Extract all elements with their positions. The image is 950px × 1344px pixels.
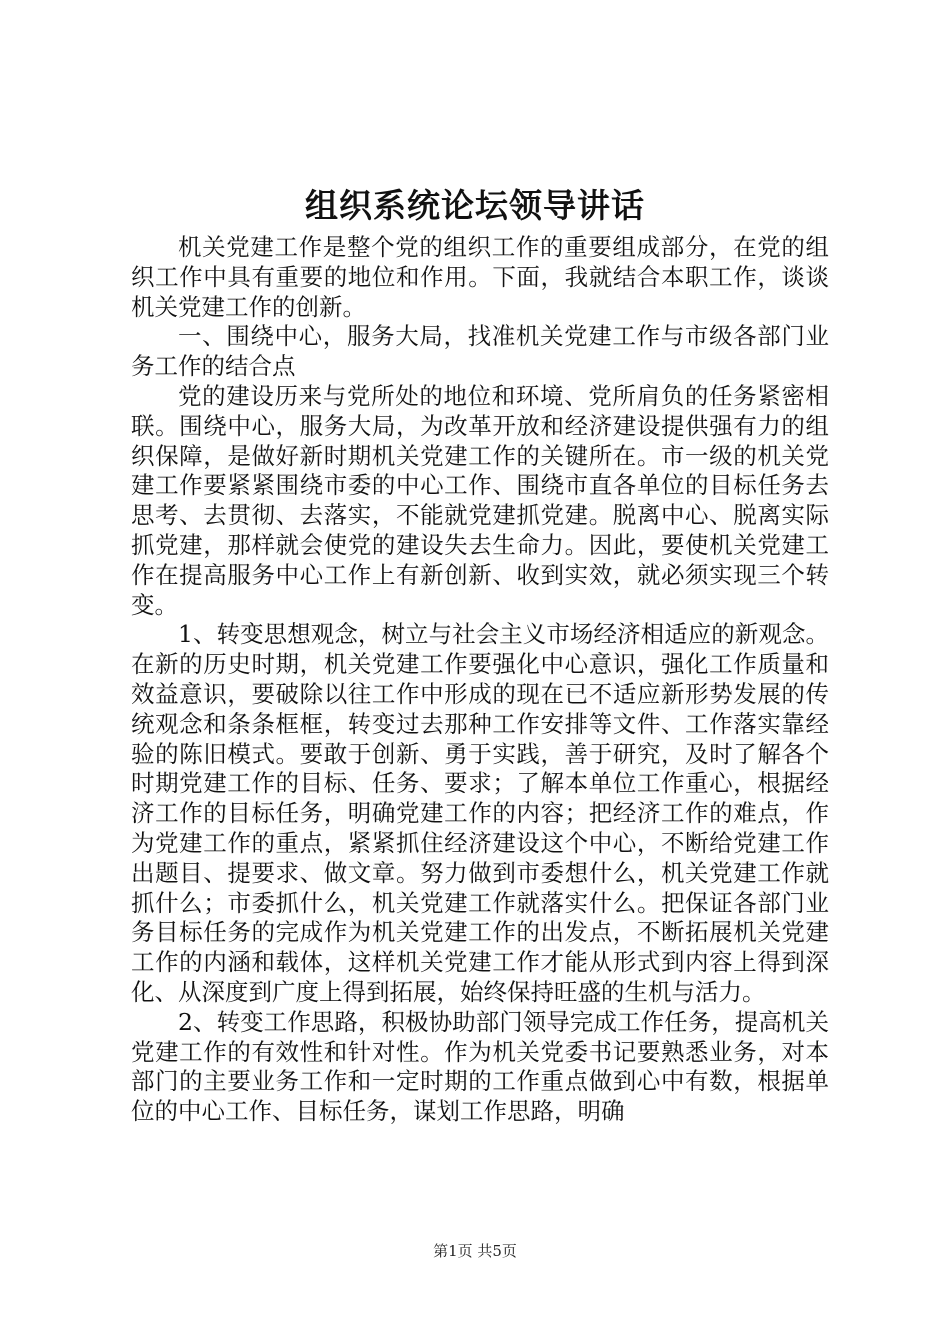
section-heading-1: 一、围绕中心，服务大局，找准机关党建工作与市级各部门业务工作的结合点 bbox=[131, 322, 829, 381]
paragraph-point-2: 2、转变工作思路，积极协助部门领导完成工作任务，提高机关党建工作的有效性和针对性。作为机关党委书记要熟悉业务，对本部门的主要业务工作和一定时期的工作重点做到心中有数，根据单位的中心工作、目标任务，谋划工作思路，明确 bbox=[131, 1007, 829, 1126]
paragraph-section-1: 党的建设历来与党所处的地位和环境、党所肩负的任务紧密相联。围绕中心，服务大局，为改革开放和经济建设提供强有力的组织保障，是做好新时期机关党建工作的关键所在。市一级的机关党建工作要紧紧围绕市委的中心工作、围绕市直各单位的目标任务去思考、去贯彻、去落实，不能就党建抓党建。脱离中心、脱离实际抓党建，那样就会使党的建设失去生命力。因此，要使机关党建工作在提高服务中心工作上有新创新、收到实效，就必须实现三个转变。 bbox=[131, 381, 829, 619]
paragraph-intro: 机关党建工作是整个党的组织工作的重要组成部分，在党的组织工作中具有重要的地位和作用。下面，我就结合本职工作，谈谈机关党建工作的创新。 bbox=[131, 233, 829, 321]
paragraph-point-1: 1、转变思想观念，树立与社会主义市场经济相适应的新观念。在新的历史时期，机关党建工作要强化中心意识，强化工作质量和效益意识，要破除以往工作中形成的现在已不适应新形势发展的传统观念和条条框框，转变过去那种工作安排等文件、工作落实靠经验的陈旧模式。要敢于创新、勇于实践，善于研究，及时了解各个时期党建工作的目标、任务、要求；了解本单位工作重心，根据经济工作的目标任务，明确党建工作的内容；把经济工作的难点，作为党建工作的重点，紧紧抓住经济建设这个中心，不断给党建工作出题目、提要求、做文章。努力做到市委想什么，机关党建工作就抓什么；市委抓什么，机关党建工作就落实什么。把保证各部门业务目标任务的完成作为机关党建工作的出发点，不断拓展机关党建工作的内涵和载体，这样机关党建工作才能从形式到内容上得到深化、从深度到广度上得到拓展，始终保持旺盛的生机与活力。 bbox=[131, 620, 829, 1006]
document-title: 组织系统论坛领导讲话 bbox=[305, 186, 645, 225]
document-body bbox=[131, 233, 829, 1127]
page-footer: 第1页 共5页 bbox=[433, 1242, 517, 1260]
